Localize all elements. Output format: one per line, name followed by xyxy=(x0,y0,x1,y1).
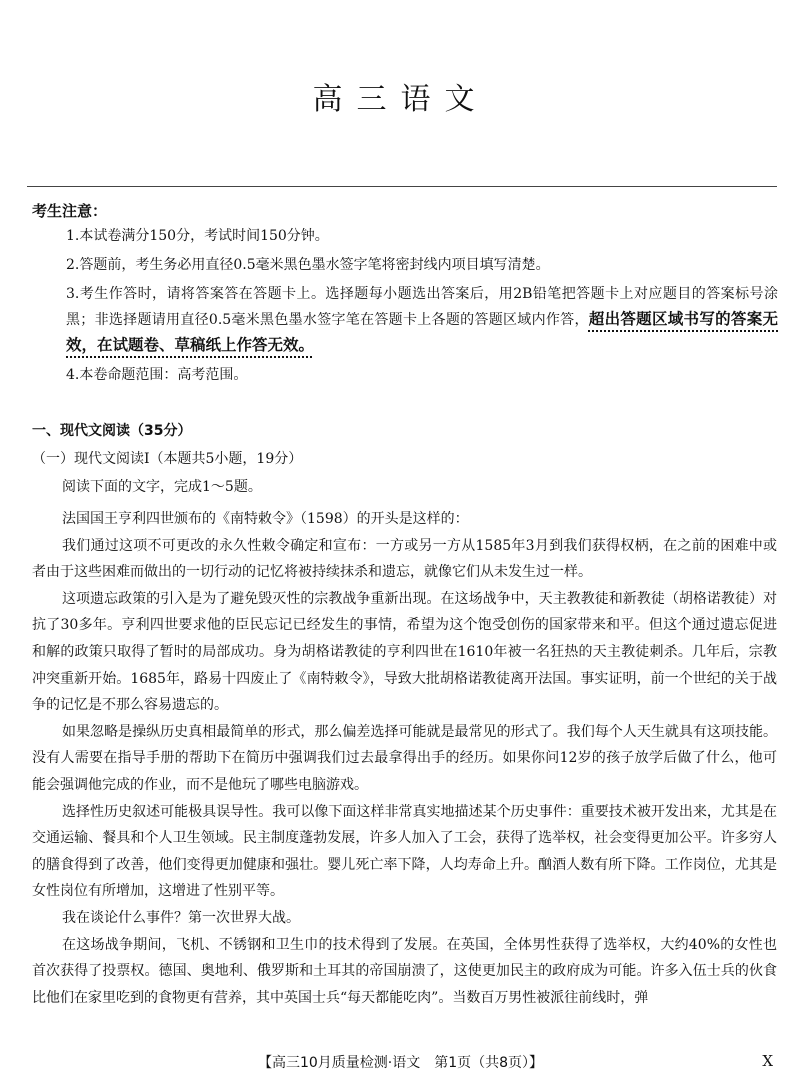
passage-paragraph: 如果忽略是操纵历史真相最简单的形式，那么偏差选择可能就是最常见的形式了。我们每个人天生就具有这项技能。没有人需要在指导手册的帮助下在简历中强调我们过去最拿得出手的经历。如果你问12岁的孩子放学后做了什么，他可能会强调他完成的作业，而不是他玩了哪些电脑游戏。 xyxy=(32,723,777,793)
notice-item-4: 4.本卷命题范围：高考范围。 xyxy=(66,367,248,383)
subsection-heading: （一）现代文阅读Ⅰ（本题共5小题，19分） xyxy=(32,451,303,467)
header-rule xyxy=(27,186,777,187)
passage-paragraph: 在这场战争期间，飞机、不锈钢和卫生巾的技术得到了发展。在英国，全体男性获得了选举权，大约40%的女性也首次获得了投票权。德国、奥地利、俄罗斯和土耳其的帝国崩溃了，这使更加民主的政府成为可能。许多入伍士兵的伙食比他们在家里吃到的食物更有营养，其中英国士兵“每天都能吃肉”。当数百万男性被派往前线时，弹 xyxy=(32,936,777,1006)
reading-passage xyxy=(32,506,777,1011)
notice-item-3-emphasis: 超出答题区域书写的答案无效，在试题卷、草稿纸上作答无效。 xyxy=(66,310,778,354)
passage-paragraph: 我在谈论什么事件？第一次世界大战。 xyxy=(62,909,300,926)
notice-item-2: 2.答题前，考生务必用直径0.5毫米黑色墨水签字笔将密封线内项目填写清楚。 xyxy=(66,257,550,273)
notice-item-3-text: 3.考生作答时，请将答案答在答题卡上。选择题每小题选出答案后，用2B铅笔把答题卡上对应题目的答案标号涂黑；非选择题请用直径0.5毫米黑色墨水签字笔在答题卡上各题的答题区域内作答， xyxy=(66,286,778,328)
notice-item-1: 1.本试卷满分150分，考试时间150分钟。 xyxy=(66,228,329,244)
notice-heading: 考生注意： xyxy=(32,202,108,220)
reading-instruction: 阅读下面的文字，完成1～5题。 xyxy=(62,479,262,495)
version-mark: X xyxy=(762,1052,773,1070)
exam-title: 高三语文 xyxy=(312,82,489,117)
passage-paragraph: 我们通过这项不可更改的永久性敕令确定和宣布：一方或另一方从1585年3月到我们获得权柄，在之前的困难中或者由于这些困难而做出的一切行动的记忆将被持续抹杀和遗忘，就像它们从未发生过一样。 xyxy=(32,537,777,581)
notice-item-3 xyxy=(66,282,778,359)
passage-paragraph: 这项遗忘政策的引入是为了避免毁灭性的宗教战争重新出现。在这场战争中，天主教教徒和新教徒（胡格诺教徒）对抗了30多年。亨利四世要求他的臣民忘记已经发生的事情，希望为这个饱受创伤的国家带来和平。但这个通过遗忘促进和解的政策只取得了暂时的局部成功。身为胡格诺教徒的亨利四世在1610年被一名狂热的天主教徒刺杀。几年后，宗教冲突重新开始。1685年，路易十四废止了《南特敕令》，导致大批胡格诺教徒离开法国。事实证明，前一个世纪的关于战争的记忆是不那么容易遗忘的。 xyxy=(32,590,777,714)
notice-list xyxy=(66,224,778,392)
passage-paragraph: 法国国王亨利四世颁布的《南特敕令》（1598）的开头是这样的： xyxy=(62,511,469,527)
passage-paragraph: 选择性历史叙述可能极具误导性。我可以像下面这样非常真实地描述某个历史事件：重要技术被开发出来，尤其是在交通运输、餐具和个人卫生领域。民主制度蓬勃发展，许多人加入了工会，获得了选举权，社会变得更加公平。许多穷人的膳食得到了改善，他们变得更加健康和强壮。婴儿死亡率下降，人均寿命上升。酗酒人数有所下降。工作岗位，尤其是女性岗位有所增加，这增进了性别平等。 xyxy=(32,803,777,900)
section-heading: 一、现代文阅读（35分） xyxy=(32,423,192,439)
page-footer: 【高三10月质量检测·语文 第1页（共8页）】 xyxy=(257,1055,544,1071)
